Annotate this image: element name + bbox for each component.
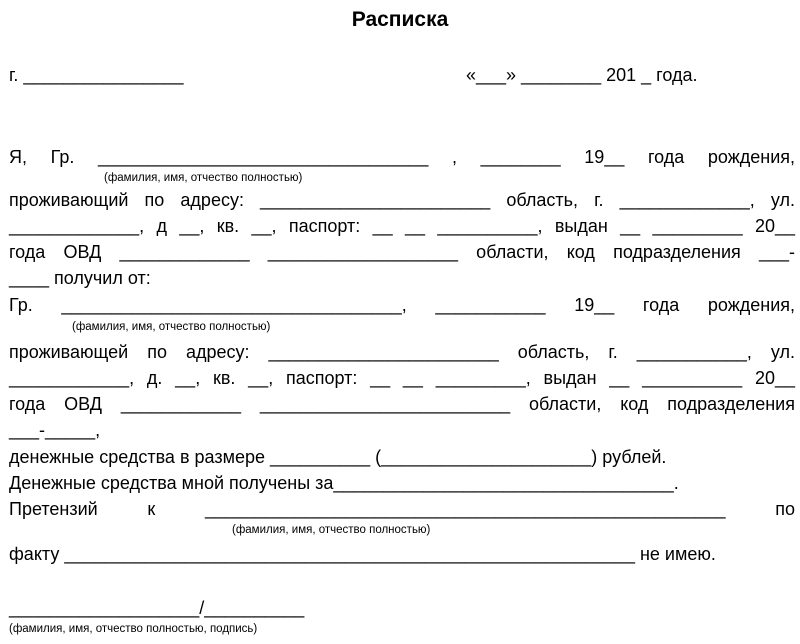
- money-purpose-line: Денежные средства мной получены за__________________________________.: [9, 473, 679, 493]
- giver-address-line: проживающей по адресу: _______________________ область, г. ___________, ул.: [9, 342, 795, 362]
- giver-passport-line: ____________, д. __, кв. __, паспорт: __ __ _________, выдан __ __________ 20__: [9, 368, 795, 388]
- city-line: г. ________________: [9, 65, 184, 85]
- giver-name-hint: (фамилия, имя, отчество полностью): [72, 321, 271, 333]
- date-line: «___» ________ 201 _ года.: [466, 65, 698, 85]
- giver-name-line: Гр. __________________________________, ___________ 19__ года рождения,: [9, 295, 795, 315]
- giver-subdivision-code-line: ___-_____,: [9, 420, 101, 440]
- recipient-address-line: проживающий по адресу: _______________________ область, г. _____________, ул.: [9, 190, 795, 210]
- claims-name-hint: (фамилия, имя, отчество полностью): [232, 524, 431, 536]
- giver-ovd-line: года ОВД ____________ _________________________ области, код подразделения: [9, 394, 795, 414]
- fact-line: факту _________________________________________________________ не имею.: [9, 544, 716, 564]
- signature-line: ___________________/__________: [9, 598, 305, 618]
- recipient-ovd-line: года ОВД _____________ ___________________ области, код подразделения ___-: [9, 242, 795, 262]
- money-amount-line: денежные средства в размере __________ (_____________________) рублей.: [9, 447, 667, 467]
- recipient-name-line: Я, Гр. _________________________________ , ________ 19__ года рождения,: [9, 147, 795, 167]
- signature-hint: (фамилия, имя, отчество полностью, подпись): [9, 623, 258, 635]
- received-from-line: ____ получил от:: [9, 268, 151, 288]
- recipient-name-hint: (фамилия, имя, отчество полностью): [104, 172, 303, 184]
- claims-line: Претензий к ____________________________________________________ по: [9, 499, 795, 519]
- recipient-passport-line: _____________, д __, кв. __, паспорт: __ __ __________, выдан __ _________ 20__: [9, 216, 795, 236]
- document-title: Расписка: [351, 8, 449, 31]
